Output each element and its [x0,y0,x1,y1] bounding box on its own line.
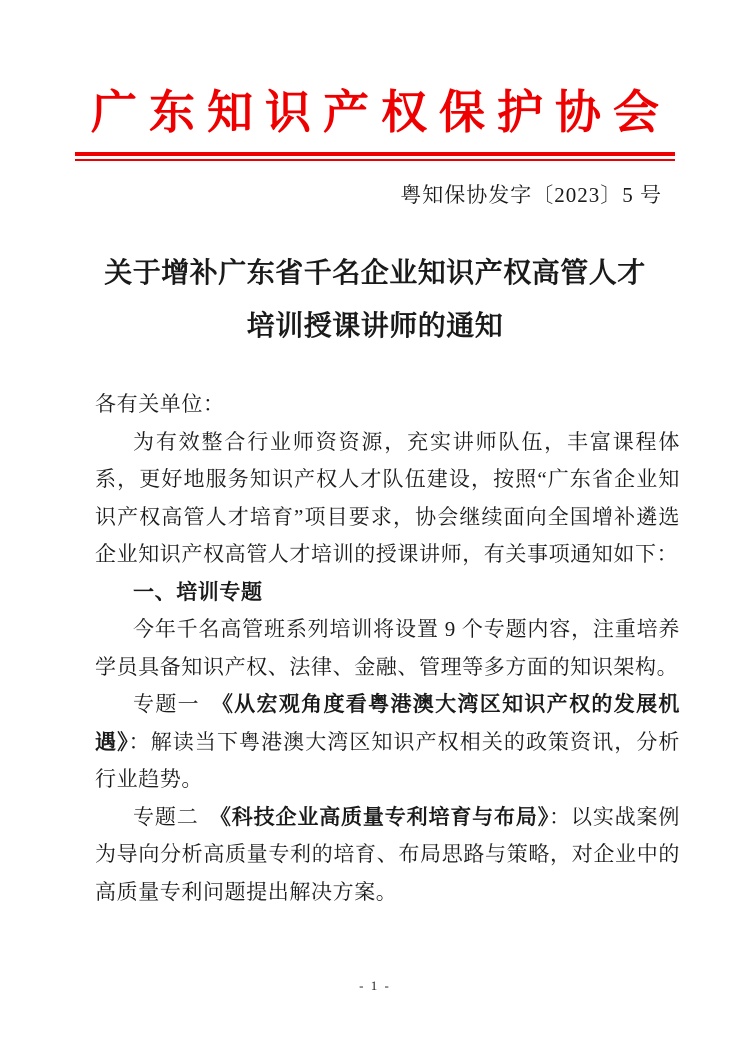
document-number: 粤知保协发字〔2023〕5 号 [400,183,662,207]
document-body [95,386,680,911]
text-run: ：以实战案例为导向分析高质量专利的培育、布局思路与策略，对企业中的高质量专利问题提出解决方案。 [95,804,680,904]
paragraph [95,799,680,912]
page-number: - 1 - [359,978,391,993]
text-run: 专题二 [133,804,221,829]
text-run: 今年千名高管班系列培训将设置 9 个专题内容，注重培养学员具备知识产权、法律、金融、管理等多方面的知识架构。 [95,617,680,679]
text-run: 专题一 [133,692,223,716]
bold-text-run: 《从宏观角度看粤港澳大湾区知识产权的发展机遇》 [95,693,680,754]
document-title-line-2: 培训授课讲师的通知 [246,310,504,341]
paragraph [95,611,680,686]
org-name-header: 广东知识产权保护协会 [91,87,671,138]
paragraph [95,424,680,574]
text-run: ：解读当下粤港澳大湾区知识产权相关的政策资讯，分析行业趋势。 [95,729,681,791]
paragraph [95,574,680,612]
bold-text-run: 《科技企业高质量专利培育与布局》 [220,805,550,829]
bold-text-run: 一、培训专题 [133,580,263,604]
text-run: 各有关单位： [95,392,225,416]
red-divider-line [75,152,675,161]
document-title-line-1: 关于增补广东省千名企业知识产权高管人才 [104,257,646,288]
paragraph [95,386,680,424]
document-title [0,246,750,352]
text-run: 为有效整合行业师资资源，充实讲师队伍，丰富课程体系，更好地服务知识产权人才队伍建设，按照“广东省企业知识产权高管人才培育”项目要求，协会继续面向全国增补遴选企业知识产权高管人才培训的授课讲师，有关事项通知如下： [95,429,680,566]
paragraph [95,686,680,799]
